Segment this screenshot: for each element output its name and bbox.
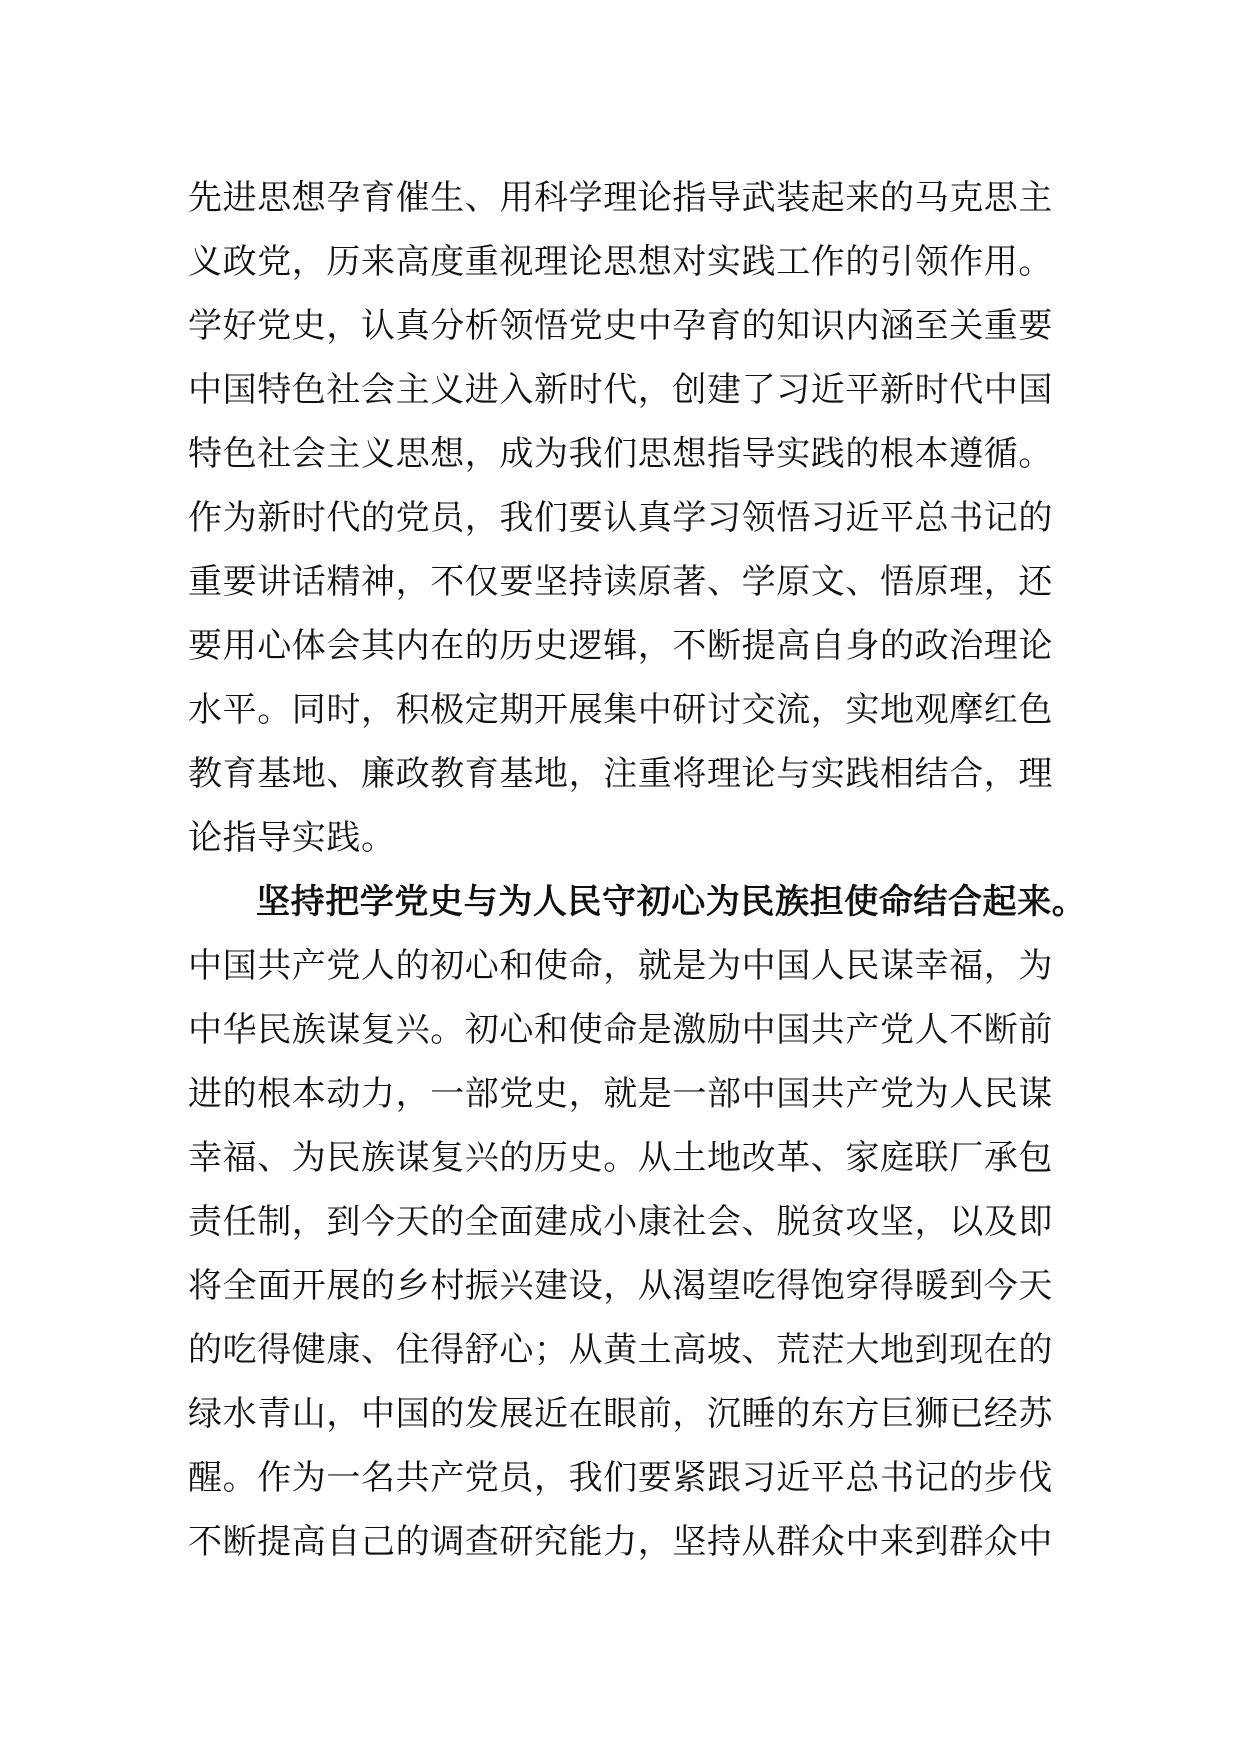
body-line: 先进思想孕育催生、用科学理论指导武装起来的马克思主 [188, 178, 1053, 218]
body-line: 将全面开展的乡村振兴建设，从渴望吃得饱穿得暖到今天 [188, 1266, 1053, 1306]
body-line: 作为新时代的党员，我们要认真学习领悟习近平总书记的 [188, 498, 1053, 538]
body-line: 幸福、为民族谋复兴的历史。从土地改革、家庭联厂承包 [188, 1138, 1053, 1178]
body-line: 中华民族谋复兴。初心和使命是激励中国共产党人不断前 [188, 1010, 1053, 1050]
body-line: 不断提高自己的调查研究能力，坚持从群众中来到群众中 [188, 1522, 1053, 1562]
body-line: 重要讲话精神，不仅要坚持读原著、学原文、悟原理，还 [188, 562, 1053, 602]
body-line: 教育基地、廉政教育基地，注重将理论与实践相结合，理 [188, 754, 1053, 794]
body-line: 要用心体会其内在的历史逻辑，不断提高自身的政治理论 [188, 626, 1053, 666]
body-line: 水平。同时，积极定期开展集中研讨交流，实地观摩红色 [188, 690, 1053, 730]
body-line: 的吃得健康、住得舒心；从黄土高坡、荒茫大地到现在的 [188, 1330, 1053, 1370]
body-line: 责任制，到今天的全面建成小康社会、脱贫攻坚，以及即 [188, 1202, 1053, 1242]
body-line: 特色社会主义思想，成为我们思想指导实践的根本遵循。 [188, 434, 1053, 474]
section-heading: 坚持把学党史与为人民守初心为民族担使命结合起来。 [256, 882, 1087, 922]
body-line: 义政党，历来高度重视理论思想对实践工作的引领作用。 [188, 242, 1053, 282]
body-line: 进的根本动力，一部党史，就是一部中国共产党为人民谋 [188, 1074, 1053, 1114]
document-body [188, 166, 1087, 1574]
body-line: 中国共产党人的初心和使命，就是为中国人民谋幸福，为 [188, 946, 1053, 986]
body-line: 醒。作为一名共产党员，我们要紧跟习近平总书记的步伐 [188, 1458, 1053, 1498]
body-line: 绿水青山，中国的发展近在眼前，沉睡的东方巨狮已经苏 [188, 1394, 1053, 1434]
body-line: 学好党史，认真分析领悟党史中孕育的知识内涵至关重要 [188, 306, 1053, 346]
body-line: 论指导实践。 [188, 818, 396, 858]
body-line: 中国特色社会主义进入新时代，创建了习近平新时代中国 [188, 370, 1053, 410]
